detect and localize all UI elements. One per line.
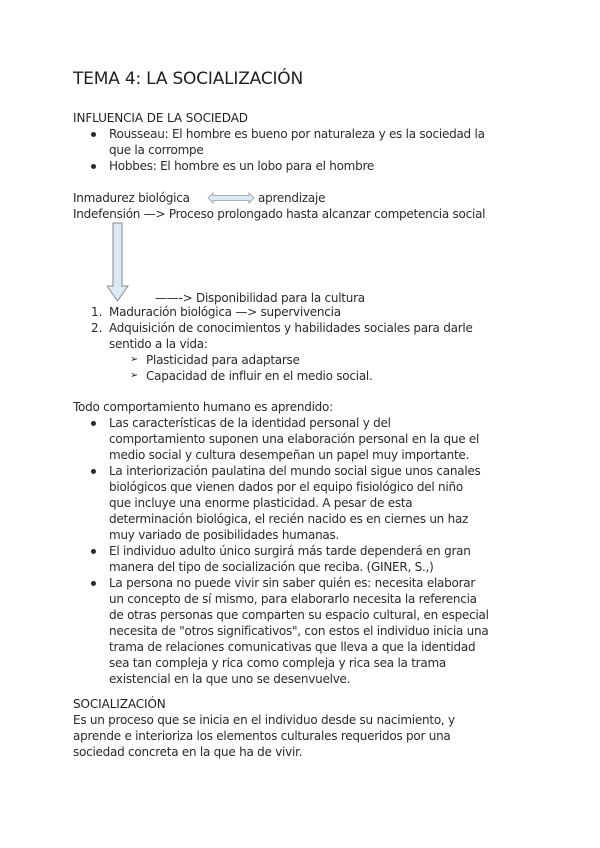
bullet-icon [91,581,96,586]
list-item-line: sentido a la vida: [109,337,208,351]
list-item-line: La interiorización paulatina del mundo social sigue unos canales [109,464,481,478]
double-arrow-icon [207,192,255,204]
list-item-line: sea tan compleja y rica como compleja y rica sea la trama [109,656,446,670]
list-number: 2. [91,321,103,335]
list-item-line: comportamiento suponen una elaboración personal en la que el [109,432,480,446]
down-arrow-icon [107,222,129,302]
list-item-line: medio social y cultura desempeñan un papel muy importante. [109,448,470,462]
page-title: TEMA 4: LA SOCIALIZACIÓN [73,69,303,89]
bullet-icon [91,549,96,554]
list-item-line: muy variado de posibilidades humanas. [109,528,340,542]
list-item-line: que incluye una enorme plasticidad. A pesar de esta [109,496,413,510]
bullet-icon [91,132,96,137]
paragraph-line: sociedad concreta en la que ha de vivir. [73,745,303,759]
diagram-left-label: Inmadurez biológica [73,191,190,205]
list-item-line: Maduración biológica —> supervivencia [109,305,341,319]
diagram-right-label: aprendizaje [258,191,326,205]
sub-list-item: Capacidad de influir en el medio social. [146,369,373,383]
list-item-line: Rousseau: El hombre es bueno por naturaleza y es la sociedad la [109,127,485,141]
list-item-line: Adquisición de conocimientos y habilidades sociales para darle [109,321,473,335]
list-item-line: de otras personas que comparten su espacio cultural, en especial [109,608,489,622]
diagram-line-indefension: Indefensión —> Proceso prolongado hasta alcanzar competencia social [73,207,486,221]
sub-list-item: Plasticidad para adaptarse [146,353,300,367]
list-item-line: biológicos que vienen dados por el equipo fisiológico del niño [109,480,463,494]
diagram-arrow-label: ——-> Disponibilidad para la cultura [155,291,365,305]
section-intro: Todo comportamiento humano es aprendido: [73,400,333,414]
arrowhead-bullet-icon: ➢ [130,354,139,365]
bullet-icon [91,421,96,426]
list-item-line: manera del tipo de socialización que reciba. (GINER, S.,) [109,560,434,574]
bullet-icon [91,469,96,474]
section-heading-influencia: INFLUENCIA DE LA SOCIEDAD [73,111,248,125]
list-item-line: que la corrompe [109,143,204,157]
list-number: 1. [91,305,103,319]
list-item-line: Las características de la identidad personal y del [109,416,391,430]
paragraph-line: aprende e interioriza los elementos culturales requeridos por una [73,729,451,743]
list-item-line: Hobbes: El hombre es un lobo para el hombre [109,159,375,173]
bullet-icon [91,164,96,169]
list-item-line: El individuo adulto único surgirá más tarde dependerá en gran [109,544,471,558]
paragraph-line: Es un proceso que se inicia en el individuo desde su nacimiento, y [73,713,455,727]
list-item-line: trama de relaciones comunicativas que lleva a que la identidad [109,640,476,654]
list-item-line: necesita de "otros significativos", con estos el individuo inicia una [109,624,489,638]
list-item-line: La persona no puede vivir sin saber quién es: necesita elaborar [109,576,476,590]
list-item-line: determinación biológica, el recién nacido es en ciernes un haz [109,512,469,526]
arrowhead-bullet-icon: ➢ [130,370,139,381]
list-item-line: existencial en la que uno se desenvuelve. [109,672,351,686]
section-heading-socializacion: SOCIALIZACIÓN [73,697,166,711]
list-item-line: un concepto de sí mismo, para elaborarlo necesita la referencia [109,592,477,606]
